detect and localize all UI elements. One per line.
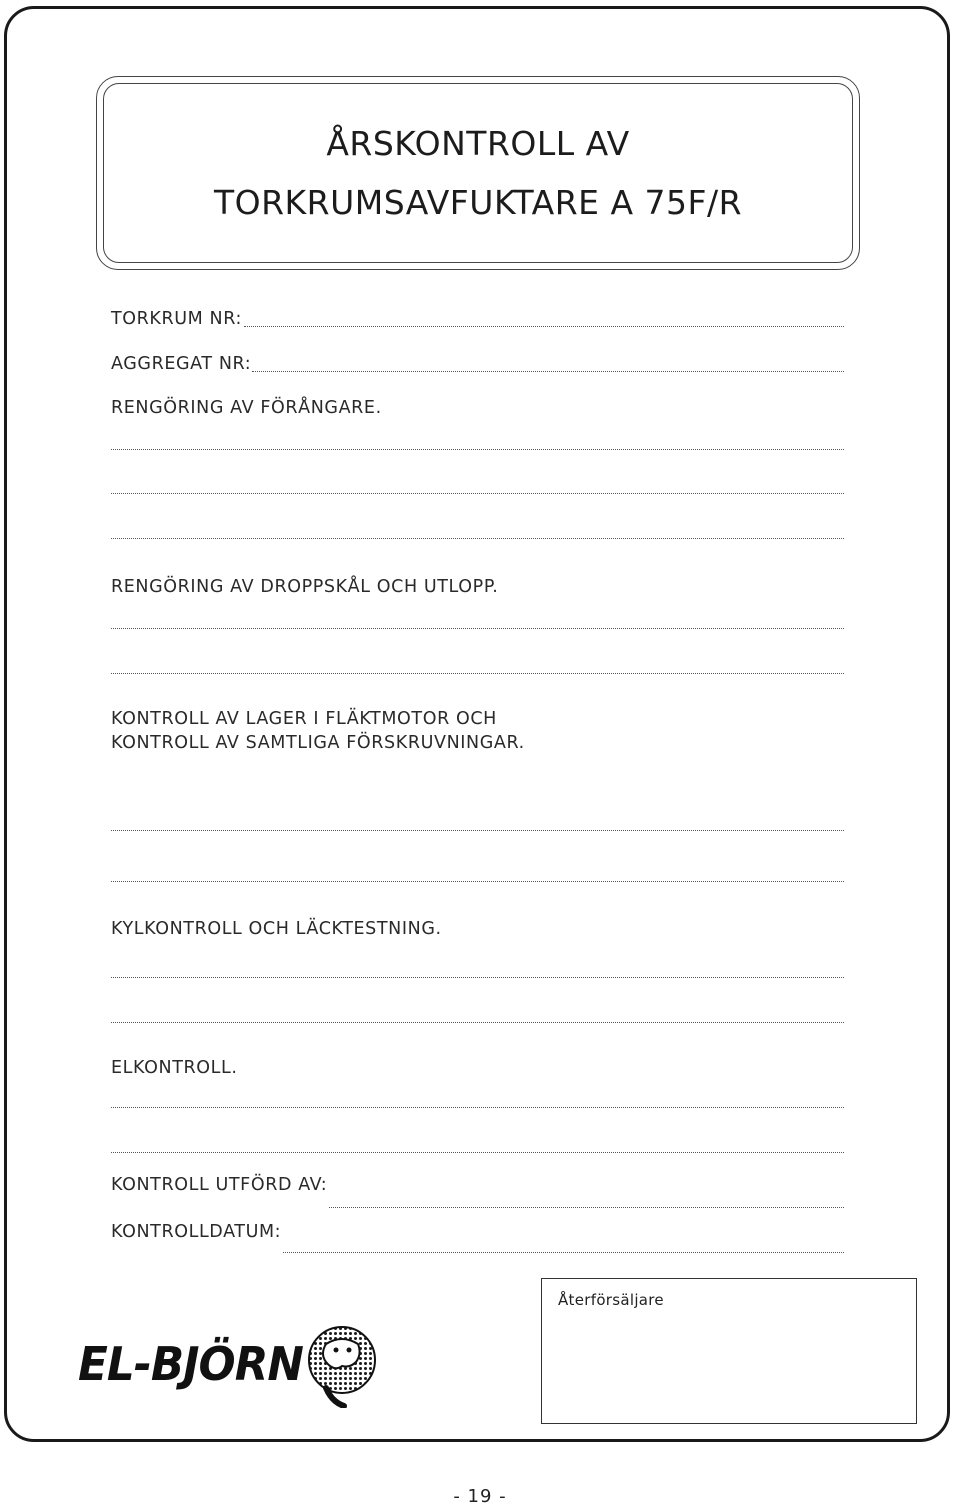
forangare-line-1[interactable] bbox=[111, 449, 844, 450]
utford-av-field[interactable] bbox=[329, 1207, 844, 1208]
lager-line-1[interactable] bbox=[111, 830, 844, 831]
el-bjorn-logo bbox=[78, 1326, 378, 1408]
retailer-box[interactable] bbox=[541, 1278, 917, 1424]
aggregat-nr-field[interactable] bbox=[252, 371, 844, 372]
kylkontroll-label: KYLKONTROLL OCH LÄCKTESTNING. bbox=[111, 919, 442, 939]
forangare-line-3[interactable] bbox=[111, 538, 844, 539]
kylkontroll-line-1[interactable] bbox=[111, 977, 844, 978]
elkontroll-label: ELKONTROLL. bbox=[111, 1058, 238, 1078]
title-box bbox=[103, 83, 853, 263]
lager-label-line-2: KONTROLL AV SAMTLIGA FÖRSKRUVNINGAR. bbox=[111, 733, 525, 753]
elkontroll-line-2[interactable] bbox=[111, 1152, 844, 1153]
kontrolldatum-label: KONTROLLDATUM: bbox=[111, 1222, 282, 1242]
droppskal-line-2[interactable] bbox=[111, 673, 844, 674]
aggregat-nr-label: AGGREGAT NR: bbox=[111, 354, 252, 374]
elkontroll-line-1[interactable] bbox=[111, 1107, 844, 1108]
droppskal-line-1[interactable] bbox=[111, 628, 844, 629]
forangare-line-2[interactable] bbox=[111, 493, 844, 494]
forangare-label: RENGÖRING AV FÖRÅNGARE. bbox=[111, 398, 382, 418]
page-number: - 19 - bbox=[453, 1486, 507, 1507]
lager-line-2[interactable] bbox=[111, 881, 844, 882]
logo-wordmark: EL-BJÖRN bbox=[78, 1337, 304, 1391]
torkrum-nr-field[interactable] bbox=[244, 326, 844, 327]
droppskal-label: RENGÖRING AV DROPPSKÅL OCH UTLOPP. bbox=[111, 577, 499, 597]
kylkontroll-line-2[interactable] bbox=[111, 1022, 844, 1023]
title-line-2: TORKRUMSAVFUKTARE A 75F/R bbox=[213, 183, 743, 222]
kontrolldatum-field[interactable] bbox=[283, 1252, 844, 1253]
lager-label-line-1: KONTROLL AV LAGER I FLÄKTMOTOR OCH bbox=[111, 709, 497, 729]
torkrum-nr-label: TORKRUM NR: bbox=[111, 309, 242, 329]
retailer-label: Återförsäljare bbox=[558, 1291, 664, 1309]
title-line-1: ÅRSKONTROLL AV bbox=[326, 124, 630, 163]
utford-av-label: KONTROLL UTFÖRD AV: bbox=[111, 1175, 328, 1195]
